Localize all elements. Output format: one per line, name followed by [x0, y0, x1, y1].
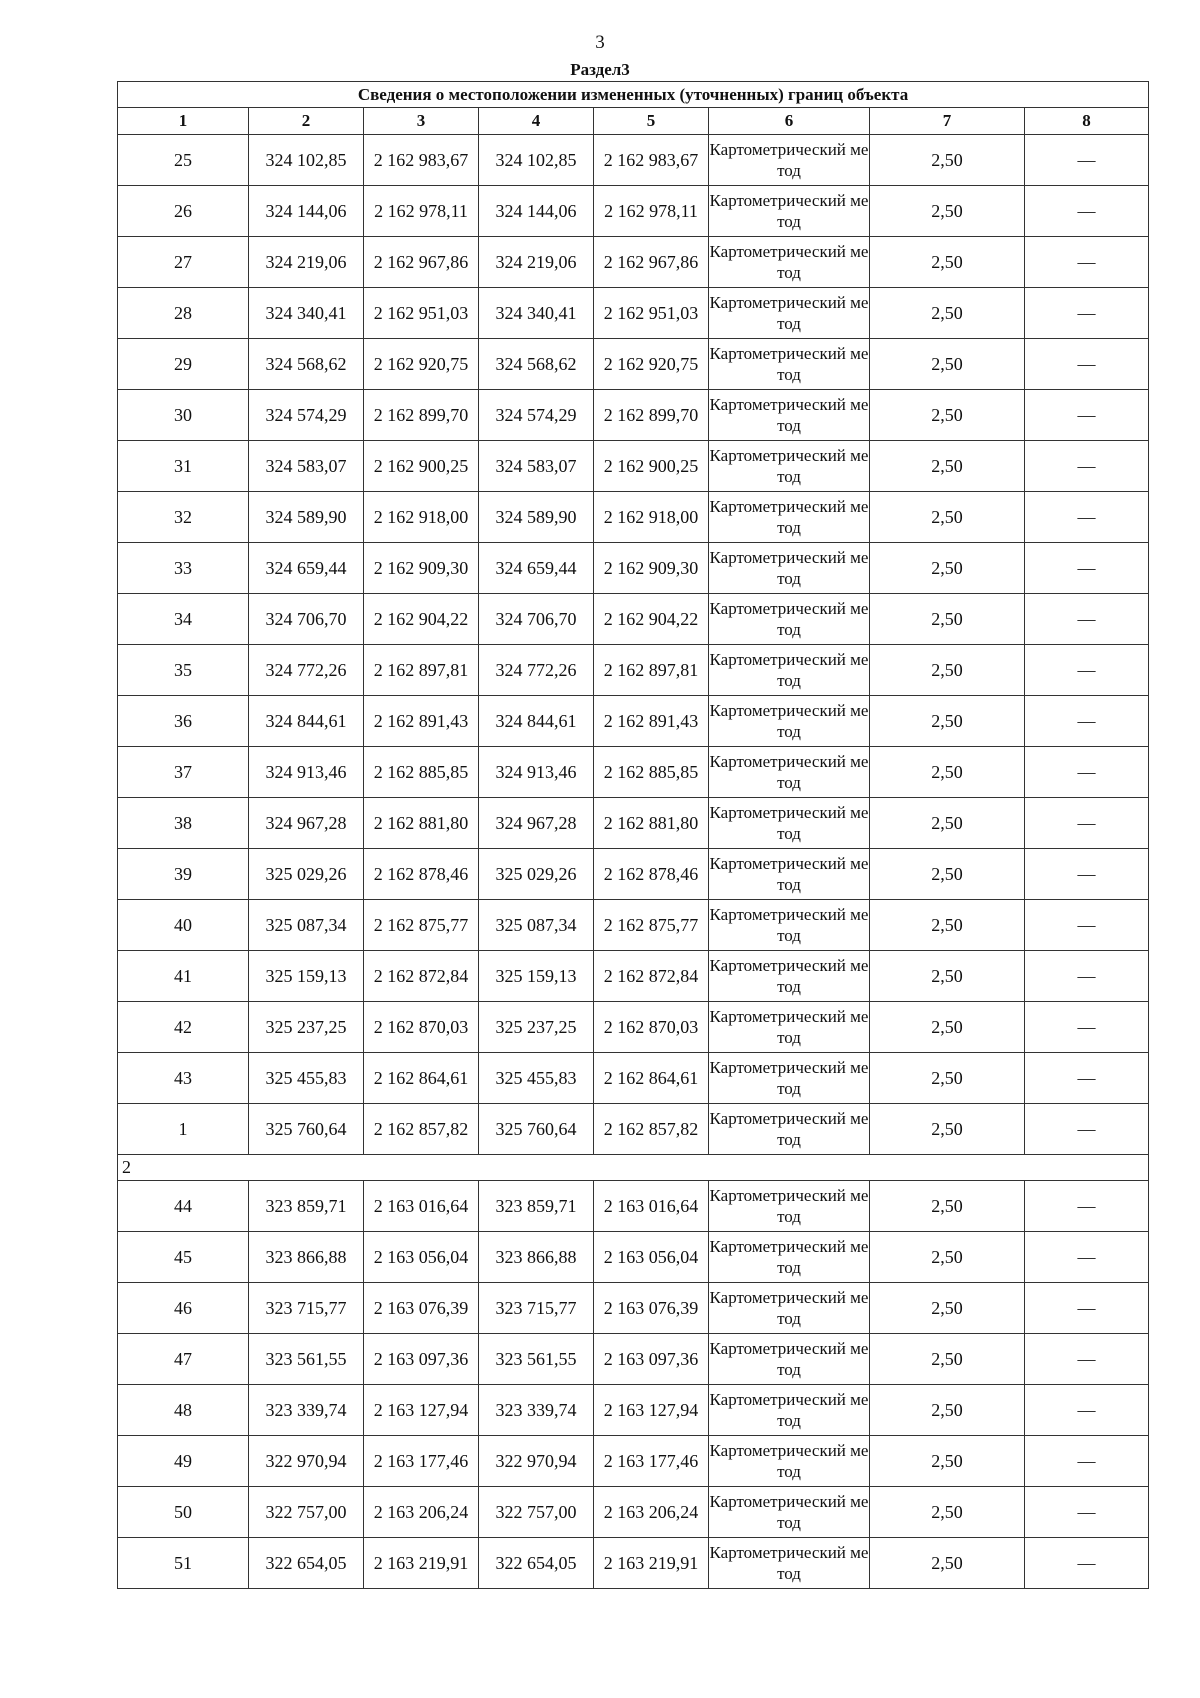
- y-new-cell: 2 162 857,82: [594, 1104, 709, 1155]
- page-number: 3: [595, 32, 605, 53]
- accuracy-cell: 2,50: [870, 1232, 1025, 1283]
- accuracy-cell: 2,50: [870, 1002, 1025, 1053]
- x-existing-cell: 324 967,28: [249, 798, 364, 849]
- x-new-cell: 324 144,06: [479, 186, 594, 237]
- y-new-cell: 2 162 900,25: [594, 441, 709, 492]
- y-new-cell: 2 162 897,81: [594, 645, 709, 696]
- x-new-cell: 324 844,61: [479, 696, 594, 747]
- column-8-cell: —: [1025, 1436, 1149, 1487]
- x-new-cell: 322 970,94: [479, 1436, 594, 1487]
- method-cell: Картометрический метод: [709, 1385, 870, 1436]
- method-cell: Картометрический метод: [709, 1104, 870, 1155]
- method-cell: Картометрический метод: [709, 900, 870, 951]
- method-cell: Картометрический метод: [709, 288, 870, 339]
- x-new-cell: 324 102,85: [479, 135, 594, 186]
- table-row: [118, 798, 1149, 849]
- x-existing-cell: 323 339,74: [249, 1385, 364, 1436]
- table-row: [118, 339, 1149, 390]
- y-existing-cell: 2 162 918,00: [364, 492, 479, 543]
- accuracy-cell: 2,50: [870, 1385, 1025, 1436]
- table-row: [118, 1334, 1149, 1385]
- accuracy-cell: 2,50: [870, 390, 1025, 441]
- accuracy-cell: 2,50: [870, 798, 1025, 849]
- y-new-cell: 2 162 951,03: [594, 288, 709, 339]
- point-number-cell: 31: [118, 441, 249, 492]
- column-8-cell: —: [1025, 900, 1149, 951]
- method-cell: Картометрический метод: [709, 1538, 870, 1589]
- x-existing-cell: 324 913,46: [249, 747, 364, 798]
- section-title: Раздел3: [570, 60, 630, 79]
- method-cell: Картометрический метод: [709, 135, 870, 186]
- y-existing-cell: 2 163 127,94: [364, 1385, 479, 1436]
- x-new-cell: 325 029,26: [479, 849, 594, 900]
- y-existing-cell: 2 162 897,81: [364, 645, 479, 696]
- y-new-cell: 2 162 881,80: [594, 798, 709, 849]
- x-new-cell: 323 859,71: [479, 1181, 594, 1232]
- method-cell: Картометрический метод: [709, 1487, 870, 1538]
- accuracy-cell: 2,50: [870, 1104, 1025, 1155]
- table-row: [118, 1538, 1149, 1589]
- point-number-cell: 38: [118, 798, 249, 849]
- table-row: [118, 237, 1149, 288]
- column-number-3: 3: [364, 108, 479, 135]
- x-existing-cell: 325 455,83: [249, 1053, 364, 1104]
- point-number-cell: 29: [118, 339, 249, 390]
- method-cell: Картометрический метод: [709, 237, 870, 288]
- accuracy-cell: 2,50: [870, 1283, 1025, 1334]
- x-existing-cell: 323 866,88: [249, 1232, 364, 1283]
- x-new-cell: 323 866,88: [479, 1232, 594, 1283]
- y-existing-cell: 2 163 097,36: [364, 1334, 479, 1385]
- column-number-2: 2: [249, 108, 364, 135]
- table-row: [118, 900, 1149, 951]
- point-number-cell: 39: [118, 849, 249, 900]
- table-row: [118, 492, 1149, 543]
- point-number-cell: 46: [118, 1283, 249, 1334]
- x-new-cell: 324 219,06: [479, 237, 594, 288]
- x-new-cell: 324 574,29: [479, 390, 594, 441]
- y-new-cell: 2 162 864,61: [594, 1053, 709, 1104]
- y-existing-cell: 2 163 219,91: [364, 1538, 479, 1589]
- point-number-cell: 30: [118, 390, 249, 441]
- accuracy-cell: 2,50: [870, 492, 1025, 543]
- accuracy-cell: 2,50: [870, 951, 1025, 1002]
- accuracy-cell: 2,50: [870, 1487, 1025, 1538]
- y-new-cell: 2 163 056,04: [594, 1232, 709, 1283]
- method-cell: Картометрический метод: [709, 1232, 870, 1283]
- y-existing-cell: 2 162 881,80: [364, 798, 479, 849]
- table-row: [118, 390, 1149, 441]
- x-new-cell: 322 654,05: [479, 1538, 594, 1589]
- column-8-cell: —: [1025, 798, 1149, 849]
- y-new-cell: 2 162 920,75: [594, 339, 709, 390]
- method-cell: Картометрический метод: [709, 1002, 870, 1053]
- method-cell: Картометрический метод: [709, 1053, 870, 1104]
- point-number-cell: 48: [118, 1385, 249, 1436]
- method-cell: Картометрический метод: [709, 441, 870, 492]
- column-number-1: 1: [118, 108, 249, 135]
- y-new-cell: 2 162 872,84: [594, 951, 709, 1002]
- method-cell: Картометрический метод: [709, 390, 870, 441]
- method-cell: Картометрический метод: [709, 186, 870, 237]
- method-cell: Картометрический метод: [709, 747, 870, 798]
- y-new-cell: 2 163 016,64: [594, 1181, 709, 1232]
- table-row: [118, 696, 1149, 747]
- column-8-cell: —: [1025, 441, 1149, 492]
- y-new-cell: 2 162 978,11: [594, 186, 709, 237]
- point-number-cell: 35: [118, 645, 249, 696]
- x-new-cell: 325 237,25: [479, 1002, 594, 1053]
- table-row: [118, 849, 1149, 900]
- point-number-cell: 36: [118, 696, 249, 747]
- x-existing-cell: 324 219,06: [249, 237, 364, 288]
- y-new-cell: 2 162 983,67: [594, 135, 709, 186]
- table-row: [118, 1232, 1149, 1283]
- y-new-cell: 2 162 885,85: [594, 747, 709, 798]
- column-number-5: 5: [594, 108, 709, 135]
- x-existing-cell: 325 237,25: [249, 1002, 364, 1053]
- column-8-cell: —: [1025, 1334, 1149, 1385]
- x-existing-cell: 325 087,34: [249, 900, 364, 951]
- method-cell: Картометрический метод: [709, 339, 870, 390]
- table-row: [118, 288, 1149, 339]
- table-row: [118, 645, 1149, 696]
- y-new-cell: 2 163 097,36: [594, 1334, 709, 1385]
- x-new-cell: 324 913,46: [479, 747, 594, 798]
- x-new-cell: 325 455,83: [479, 1053, 594, 1104]
- point-number-cell: 49: [118, 1436, 249, 1487]
- y-new-cell: 2 163 127,94: [594, 1385, 709, 1436]
- x-existing-cell: 324 568,62: [249, 339, 364, 390]
- column-8-cell: —: [1025, 1232, 1149, 1283]
- column-number-4: 4: [479, 108, 594, 135]
- table-row: [118, 1104, 1149, 1155]
- point-number-cell: 41: [118, 951, 249, 1002]
- column-8-cell: —: [1025, 288, 1149, 339]
- column-number-7: 7: [870, 108, 1025, 135]
- accuracy-cell: 2,50: [870, 696, 1025, 747]
- accuracy-cell: 2,50: [870, 900, 1025, 951]
- column-8-cell: —: [1025, 1002, 1149, 1053]
- boundary-coordinates-table: [117, 81, 1149, 1589]
- x-existing-cell: 324 102,85: [249, 135, 364, 186]
- x-new-cell: 324 583,07: [479, 441, 594, 492]
- x-existing-cell: 324 659,44: [249, 543, 364, 594]
- column-8-cell: —: [1025, 492, 1149, 543]
- y-new-cell: 2 163 177,46: [594, 1436, 709, 1487]
- x-new-cell: 324 967,28: [479, 798, 594, 849]
- table-row: [118, 1053, 1149, 1104]
- accuracy-cell: 2,50: [870, 543, 1025, 594]
- x-new-cell: 323 715,77: [479, 1283, 594, 1334]
- x-existing-cell: 322 654,05: [249, 1538, 364, 1589]
- accuracy-cell: 2,50: [870, 1053, 1025, 1104]
- x-existing-cell: 325 159,13: [249, 951, 364, 1002]
- method-cell: Картометрический метод: [709, 1283, 870, 1334]
- y-existing-cell: 2 162 864,61: [364, 1053, 479, 1104]
- table-caption-row: [118, 82, 1149, 108]
- method-cell: Картометрический метод: [709, 696, 870, 747]
- x-new-cell: 325 760,64: [479, 1104, 594, 1155]
- table-row: [118, 441, 1149, 492]
- accuracy-cell: 2,50: [870, 339, 1025, 390]
- x-new-cell: 324 340,41: [479, 288, 594, 339]
- point-number-cell: 50: [118, 1487, 249, 1538]
- point-number-cell: 26: [118, 186, 249, 237]
- y-existing-cell: 2 162 885,85: [364, 747, 479, 798]
- point-number-cell: 32: [118, 492, 249, 543]
- y-existing-cell: 2 162 857,82: [364, 1104, 479, 1155]
- column-8-cell: —: [1025, 390, 1149, 441]
- x-existing-cell: 324 706,70: [249, 594, 364, 645]
- table-row: [118, 1385, 1149, 1436]
- y-new-cell: 2 162 904,22: [594, 594, 709, 645]
- y-existing-cell: 2 162 900,25: [364, 441, 479, 492]
- column-8-cell: —: [1025, 1487, 1149, 1538]
- contour-group-label: 2: [118, 1155, 1149, 1181]
- point-number-cell: 33: [118, 543, 249, 594]
- column-8-cell: —: [1025, 1053, 1149, 1104]
- column-8-cell: —: [1025, 1538, 1149, 1589]
- column-8-cell: —: [1025, 339, 1149, 390]
- method-cell: Картометрический метод: [709, 951, 870, 1002]
- accuracy-cell: 2,50: [870, 849, 1025, 900]
- method-cell: Картометрический метод: [709, 492, 870, 543]
- y-existing-cell: 2 162 878,46: [364, 849, 479, 900]
- column-8-cell: —: [1025, 186, 1149, 237]
- point-number-cell: 28: [118, 288, 249, 339]
- x-existing-cell: 324 574,29: [249, 390, 364, 441]
- point-number-cell: 45: [118, 1232, 249, 1283]
- y-new-cell: 2 162 875,77: [594, 900, 709, 951]
- y-existing-cell: 2 162 978,11: [364, 186, 479, 237]
- accuracy-cell: 2,50: [870, 594, 1025, 645]
- x-existing-cell: 323 561,55: [249, 1334, 364, 1385]
- accuracy-cell: 2,50: [870, 237, 1025, 288]
- x-new-cell: 325 159,13: [479, 951, 594, 1002]
- y-existing-cell: 2 163 177,46: [364, 1436, 479, 1487]
- table-row: [118, 747, 1149, 798]
- method-cell: Картометрический метод: [709, 645, 870, 696]
- table-row: [118, 1487, 1149, 1538]
- x-existing-cell: 322 757,00: [249, 1487, 364, 1538]
- y-existing-cell: 2 162 909,30: [364, 543, 479, 594]
- x-new-cell: 323 339,74: [479, 1385, 594, 1436]
- y-existing-cell: 2 162 904,22: [364, 594, 479, 645]
- y-existing-cell: 2 162 951,03: [364, 288, 479, 339]
- accuracy-cell: 2,50: [870, 1538, 1025, 1589]
- point-number-cell: 37: [118, 747, 249, 798]
- column-8-cell: —: [1025, 951, 1149, 1002]
- y-new-cell: 2 163 206,24: [594, 1487, 709, 1538]
- column-number-6: 6: [709, 108, 870, 135]
- contour-group-row: [118, 1155, 1149, 1181]
- method-cell: Картометрический метод: [709, 1334, 870, 1385]
- table-row: [118, 1283, 1149, 1334]
- x-new-cell: 322 757,00: [479, 1487, 594, 1538]
- accuracy-cell: 2,50: [870, 1181, 1025, 1232]
- point-number-cell: 1: [118, 1104, 249, 1155]
- y-existing-cell: 2 162 967,86: [364, 237, 479, 288]
- method-cell: Картометрический метод: [709, 1181, 870, 1232]
- point-number-cell: 25: [118, 135, 249, 186]
- y-existing-cell: 2 163 206,24: [364, 1487, 479, 1538]
- x-new-cell: 324 706,70: [479, 594, 594, 645]
- method-cell: Картометрический метод: [709, 594, 870, 645]
- y-existing-cell: 2 163 056,04: [364, 1232, 479, 1283]
- x-new-cell: 324 659,44: [479, 543, 594, 594]
- y-existing-cell: 2 163 016,64: [364, 1181, 479, 1232]
- accuracy-cell: 2,50: [870, 1436, 1025, 1487]
- column-number-row: [118, 108, 1149, 135]
- y-existing-cell: 2 162 891,43: [364, 696, 479, 747]
- column-8-cell: —: [1025, 594, 1149, 645]
- table-row: [118, 135, 1149, 186]
- column-8-cell: —: [1025, 696, 1149, 747]
- accuracy-cell: 2,50: [870, 645, 1025, 696]
- column-8-cell: —: [1025, 543, 1149, 594]
- x-existing-cell: 324 583,07: [249, 441, 364, 492]
- column-8-cell: —: [1025, 1104, 1149, 1155]
- point-number-cell: 51: [118, 1538, 249, 1589]
- column-8-cell: —: [1025, 645, 1149, 696]
- y-new-cell: 2 162 878,46: [594, 849, 709, 900]
- table-row: [118, 186, 1149, 237]
- accuracy-cell: 2,50: [870, 135, 1025, 186]
- y-new-cell: 2 163 219,91: [594, 1538, 709, 1589]
- x-new-cell: 324 772,26: [479, 645, 594, 696]
- y-new-cell: 2 162 891,43: [594, 696, 709, 747]
- method-cell: Картометрический метод: [709, 1436, 870, 1487]
- y-new-cell: 2 162 899,70: [594, 390, 709, 441]
- x-existing-cell: 325 760,64: [249, 1104, 364, 1155]
- point-number-cell: 47: [118, 1334, 249, 1385]
- column-number-8: 8: [1025, 108, 1149, 135]
- y-existing-cell: 2 162 870,03: [364, 1002, 479, 1053]
- y-existing-cell: 2 162 899,70: [364, 390, 479, 441]
- y-new-cell: 2 162 967,86: [594, 237, 709, 288]
- y-existing-cell: 2 162 920,75: [364, 339, 479, 390]
- table-row: [118, 1181, 1149, 1232]
- x-new-cell: 324 568,62: [479, 339, 594, 390]
- point-number-cell: 44: [118, 1181, 249, 1232]
- x-existing-cell: 324 589,90: [249, 492, 364, 543]
- x-existing-cell: 324 340,41: [249, 288, 364, 339]
- y-existing-cell: 2 162 875,77: [364, 900, 479, 951]
- column-8-cell: —: [1025, 1181, 1149, 1232]
- point-number-cell: 43: [118, 1053, 249, 1104]
- x-existing-cell: 322 970,94: [249, 1436, 364, 1487]
- accuracy-cell: 2,50: [870, 441, 1025, 492]
- y-new-cell: 2 162 870,03: [594, 1002, 709, 1053]
- column-8-cell: —: [1025, 1385, 1149, 1436]
- method-cell: Картометрический метод: [709, 543, 870, 594]
- table-row: [118, 1002, 1149, 1053]
- method-cell: Картометрический метод: [709, 798, 870, 849]
- y-new-cell: 2 163 076,39: [594, 1283, 709, 1334]
- y-new-cell: 2 162 918,00: [594, 492, 709, 543]
- point-number-cell: 27: [118, 237, 249, 288]
- x-new-cell: 324 589,90: [479, 492, 594, 543]
- point-number-cell: 34: [118, 594, 249, 645]
- accuracy-cell: 2,50: [870, 288, 1025, 339]
- column-8-cell: —: [1025, 135, 1149, 186]
- table-row: [118, 951, 1149, 1002]
- x-existing-cell: 325 029,26: [249, 849, 364, 900]
- column-8-cell: —: [1025, 1283, 1149, 1334]
- accuracy-cell: 2,50: [870, 747, 1025, 798]
- y-existing-cell: 2 162 983,67: [364, 135, 479, 186]
- x-new-cell: 325 087,34: [479, 900, 594, 951]
- x-existing-cell: 323 715,77: [249, 1283, 364, 1334]
- table-caption: Сведения о местоположении измененных (уточненных) границ объекта: [118, 82, 1149, 108]
- column-8-cell: —: [1025, 849, 1149, 900]
- accuracy-cell: 2,50: [870, 186, 1025, 237]
- x-existing-cell: 323 859,71: [249, 1181, 364, 1232]
- x-existing-cell: 324 844,61: [249, 696, 364, 747]
- x-new-cell: 323 561,55: [479, 1334, 594, 1385]
- x-existing-cell: 324 144,06: [249, 186, 364, 237]
- x-existing-cell: 324 772,26: [249, 645, 364, 696]
- column-8-cell: —: [1025, 237, 1149, 288]
- column-8-cell: —: [1025, 747, 1149, 798]
- y-existing-cell: 2 162 872,84: [364, 951, 479, 1002]
- table-body: [118, 135, 1149, 1589]
- table-row: [118, 594, 1149, 645]
- accuracy-cell: 2,50: [870, 1334, 1025, 1385]
- table-row: [118, 543, 1149, 594]
- y-existing-cell: 2 163 076,39: [364, 1283, 479, 1334]
- y-new-cell: 2 162 909,30: [594, 543, 709, 594]
- point-number-cell: 42: [118, 1002, 249, 1053]
- table-row: [118, 1436, 1149, 1487]
- point-number-cell: 40: [118, 900, 249, 951]
- method-cell: Картометрический метод: [709, 849, 870, 900]
